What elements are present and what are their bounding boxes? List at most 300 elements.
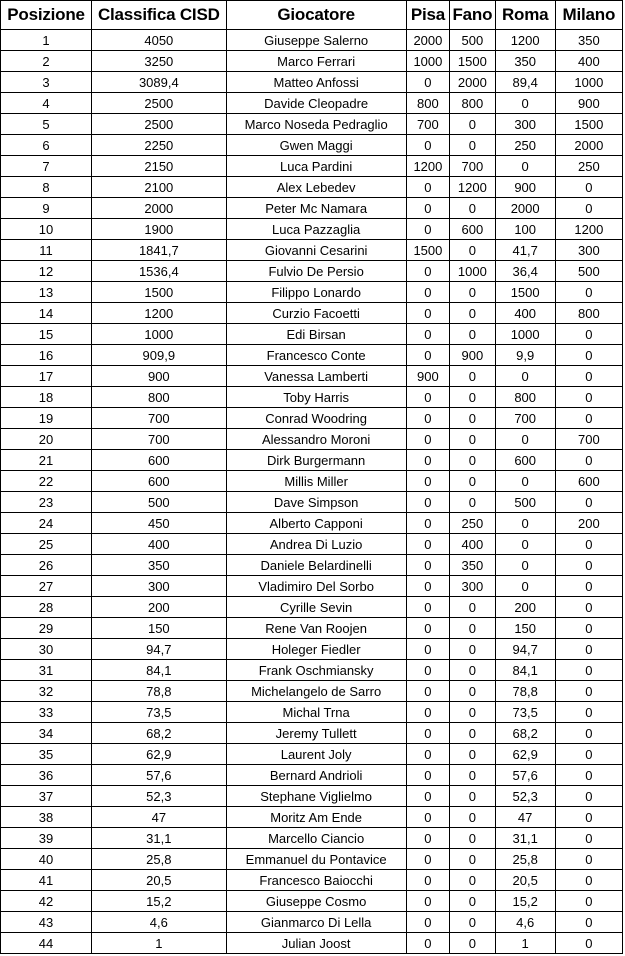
cell-posizione: 16 [1,345,92,366]
cell-giocatore: Rene Van Roojen [226,618,406,639]
cell-roma: 350 [495,51,555,72]
cell-roma: 0 [495,156,555,177]
cell-milano: 0 [555,198,622,219]
cell-roma: 100 [495,219,555,240]
cell-posizione: 4 [1,93,92,114]
cell-milano: 0 [555,387,622,408]
cell-posizione: 12 [1,261,92,282]
cell-fano: 700 [450,156,496,177]
cell-posizione: 11 [1,240,92,261]
cell-pisa: 0 [406,807,449,828]
header-roma: Roma [495,1,555,30]
cell-giocatore: Moritz Am Ende [226,807,406,828]
cell-posizione: 32 [1,681,92,702]
cell-milano: 0 [555,345,622,366]
cell-posizione: 10 [1,219,92,240]
cell-pisa: 0 [406,492,449,513]
table-row [1,618,623,639]
cell-classifica-cisd: 400 [92,534,227,555]
cell-milano: 0 [555,534,622,555]
cell-giocatore: Alberto Capponi [226,513,406,534]
table-row [1,93,623,114]
cell-pisa: 0 [406,870,449,891]
cell-milano: 0 [555,933,622,954]
table-row [1,366,623,387]
cell-giocatore: Michelangelo de Sarro [226,681,406,702]
cell-roma: 47 [495,807,555,828]
cell-classifica-cisd: 2500 [92,93,227,114]
cell-classifica-cisd: 2250 [92,135,227,156]
header-classifica-cisd: Classifica CISD [92,1,227,30]
cell-pisa: 0 [406,408,449,429]
cell-pisa: 1000 [406,51,449,72]
cell-roma: 36,4 [495,261,555,282]
header-row [1,1,623,30]
cell-giocatore: Stephane Viglielmo [226,786,406,807]
header-posizione: Posizione [1,1,92,30]
cell-posizione: 23 [1,492,92,513]
cell-classifica-cisd: 20,5 [92,870,227,891]
cell-giocatore: Jeremy Tullett [226,723,406,744]
cell-pisa: 1500 [406,240,449,261]
cell-giocatore: Bernard Andrioli [226,765,406,786]
cell-milano: 2000 [555,135,622,156]
table-row [1,303,623,324]
cell-roma: 41,7 [495,240,555,261]
cell-roma: 0 [495,366,555,387]
cell-posizione: 29 [1,618,92,639]
cell-fano: 800 [450,93,496,114]
cell-classifica-cisd: 47 [92,807,227,828]
cell-pisa: 0 [406,471,449,492]
cell-milano: 200 [555,513,622,534]
cell-giocatore: Daniele Belardinelli [226,555,406,576]
cell-giocatore: Conrad Woodring [226,408,406,429]
cell-fano: 0 [450,765,496,786]
cell-classifica-cisd: 300 [92,576,227,597]
cell-giocatore: Andrea Di Luzio [226,534,406,555]
cell-giocatore: Giovanni Cesarini [226,240,406,261]
cell-fano: 0 [450,807,496,828]
cell-giocatore: Millis Miller [226,471,406,492]
table-row [1,765,623,786]
cell-fano: 0 [450,429,496,450]
cell-fano: 500 [450,30,496,51]
cell-posizione: 26 [1,555,92,576]
table-row [1,135,623,156]
cell-giocatore: Toby Harris [226,387,406,408]
cell-posizione: 22 [1,471,92,492]
cell-classifica-cisd: 1000 [92,324,227,345]
cell-fano: 0 [450,828,496,849]
cell-pisa: 0 [406,219,449,240]
cell-milano: 0 [555,681,622,702]
cell-classifica-cisd: 500 [92,492,227,513]
cell-fano: 0 [450,849,496,870]
cell-pisa: 0 [406,912,449,933]
header-fano: Fano [450,1,496,30]
cell-milano: 0 [555,408,622,429]
cell-fano: 0 [450,786,496,807]
cell-posizione: 27 [1,576,92,597]
cell-milano: 0 [555,723,622,744]
cell-fano: 0 [450,618,496,639]
cell-classifica-cisd: 2000 [92,198,227,219]
cell-posizione: 5 [1,114,92,135]
cell-milano: 900 [555,93,622,114]
cell-milano: 0 [555,639,622,660]
cell-pisa: 0 [406,324,449,345]
table-row [1,471,623,492]
cell-roma: 0 [495,534,555,555]
table-row [1,597,623,618]
cell-fano: 0 [450,471,496,492]
cell-fano: 0 [450,408,496,429]
cell-pisa: 0 [406,429,449,450]
cell-fano: 0 [450,366,496,387]
cell-fano: 0 [450,114,496,135]
cell-roma: 400 [495,303,555,324]
cell-classifica-cisd: 4050 [92,30,227,51]
cell-fano: 0 [450,198,496,219]
cell-milano: 300 [555,240,622,261]
table-row [1,681,623,702]
cell-milano: 700 [555,429,622,450]
cell-giocatore: Edi Birsan [226,324,406,345]
cell-pisa: 0 [406,135,449,156]
table-row [1,660,623,681]
cell-posizione: 39 [1,828,92,849]
cell-posizione: 43 [1,912,92,933]
table-row [1,408,623,429]
cell-milano: 0 [555,618,622,639]
cell-posizione: 3 [1,72,92,93]
cell-roma: 89,4 [495,72,555,93]
cell-classifica-cisd: 1200 [92,303,227,324]
cell-classifica-cisd: 57,6 [92,765,227,786]
cell-milano: 0 [555,450,622,471]
table-row [1,933,623,954]
cell-fano: 350 [450,555,496,576]
cell-fano: 0 [450,135,496,156]
cell-milano: 350 [555,30,622,51]
cell-giocatore: Julian Joost [226,933,406,954]
cell-posizione: 20 [1,429,92,450]
cell-giocatore: Curzio Facoetti [226,303,406,324]
cell-classifica-cisd: 700 [92,429,227,450]
cell-roma: 2000 [495,198,555,219]
cell-roma: 900 [495,177,555,198]
cell-milano: 0 [555,324,622,345]
cell-milano: 0 [555,597,622,618]
cell-classifica-cisd: 4,6 [92,912,227,933]
cell-posizione: 15 [1,324,92,345]
cell-roma: 94,7 [495,639,555,660]
cell-milano: 250 [555,156,622,177]
cell-milano: 0 [555,786,622,807]
cell-pisa: 0 [406,282,449,303]
header-milano: Milano [555,1,622,30]
cell-fano: 0 [450,639,496,660]
cell-classifica-cisd: 62,9 [92,744,227,765]
cell-milano: 0 [555,660,622,681]
cell-roma: 1 [495,933,555,954]
cell-giocatore: Laurent Joly [226,744,406,765]
cell-giocatore: Peter Mc Namara [226,198,406,219]
cell-pisa: 900 [406,366,449,387]
cell-giocatore: Fulvio De Persio [226,261,406,282]
cell-giocatore: Frank Oschmiansky [226,660,406,681]
cell-roma: 0 [495,93,555,114]
cell-giocatore: Marco Noseda Pedraglio [226,114,406,135]
table-row [1,534,623,555]
cell-posizione: 8 [1,177,92,198]
header-pisa: Pisa [406,1,449,30]
cell-posizione: 42 [1,891,92,912]
cell-posizione: 41 [1,870,92,891]
table-body [1,30,623,954]
cell-roma: 68,2 [495,723,555,744]
table-row [1,723,623,744]
cell-roma: 700 [495,408,555,429]
cell-roma: 1500 [495,282,555,303]
table-row [1,324,623,345]
cell-classifica-cisd: 1500 [92,282,227,303]
cell-posizione: 7 [1,156,92,177]
cell-giocatore: Francesco Conte [226,345,406,366]
cell-posizione: 28 [1,597,92,618]
cell-pisa: 0 [406,681,449,702]
cell-pisa: 0 [406,618,449,639]
cell-giocatore: Michal Trna [226,702,406,723]
cell-classifica-cisd: 73,5 [92,702,227,723]
cell-posizione: 25 [1,534,92,555]
cell-posizione: 38 [1,807,92,828]
cell-pisa: 0 [406,828,449,849]
table-row [1,240,623,261]
cell-giocatore: Francesco Baiocchi [226,870,406,891]
cell-roma: 800 [495,387,555,408]
cell-roma: 15,2 [495,891,555,912]
table-row [1,702,623,723]
header-giocatore: Giocatore [226,1,406,30]
cell-fano: 0 [450,303,496,324]
cell-posizione: 33 [1,702,92,723]
cell-posizione: 37 [1,786,92,807]
cell-pisa: 0 [406,765,449,786]
cell-classifica-cisd: 1900 [92,219,227,240]
cell-fano: 0 [450,240,496,261]
cell-classifica-cisd: 600 [92,471,227,492]
cell-pisa: 0 [406,513,449,534]
cell-pisa: 0 [406,786,449,807]
cell-classifica-cisd: 3250 [92,51,227,72]
cell-fano: 900 [450,345,496,366]
table-row [1,114,623,135]
cell-milano: 0 [555,912,622,933]
cell-pisa: 0 [406,933,449,954]
cell-pisa: 0 [406,261,449,282]
cell-classifica-cisd: 1841,7 [92,240,227,261]
cell-pisa: 0 [406,576,449,597]
cell-pisa: 0 [406,639,449,660]
cell-milano: 0 [555,282,622,303]
table-row [1,387,623,408]
cell-milano: 0 [555,849,622,870]
cell-classifica-cisd: 1 [92,933,227,954]
table-row [1,807,623,828]
cell-giocatore: Emmanuel du Pontavice [226,849,406,870]
cell-milano: 0 [555,177,622,198]
cell-pisa: 0 [406,450,449,471]
cell-roma: 500 [495,492,555,513]
cell-giocatore: Gwen Maggi [226,135,406,156]
cell-fano: 0 [450,387,496,408]
table-row [1,429,623,450]
cell-classifica-cisd: 150 [92,618,227,639]
cell-pisa: 1200 [406,156,449,177]
table-row [1,345,623,366]
cell-roma: 300 [495,114,555,135]
cell-pisa: 0 [406,723,449,744]
cell-posizione: 14 [1,303,92,324]
cell-milano: 0 [555,828,622,849]
table-row [1,912,623,933]
table-row [1,30,623,51]
cell-pisa: 0 [406,744,449,765]
cell-giocatore: Marco Ferrari [226,51,406,72]
cell-classifica-cisd: 68,2 [92,723,227,744]
cell-posizione: 30 [1,639,92,660]
cell-milano: 0 [555,807,622,828]
cell-roma: 0 [495,513,555,534]
cell-pisa: 700 [406,114,449,135]
cell-fano: 1000 [450,261,496,282]
cell-roma: 0 [495,429,555,450]
cell-milano: 1000 [555,72,622,93]
cell-classifica-cisd: 25,8 [92,849,227,870]
cell-posizione: 21 [1,450,92,471]
cell-pisa: 2000 [406,30,449,51]
cell-posizione: 19 [1,408,92,429]
cell-pisa: 0 [406,702,449,723]
cell-classifica-cisd: 2100 [92,177,227,198]
cell-milano: 0 [555,492,622,513]
cell-milano: 0 [555,555,622,576]
cell-pisa: 0 [406,534,449,555]
cell-posizione: 9 [1,198,92,219]
cell-roma: 52,3 [495,786,555,807]
cell-pisa: 0 [406,387,449,408]
cell-fano: 0 [450,597,496,618]
cell-fano: 0 [450,450,496,471]
cell-posizione: 24 [1,513,92,534]
cell-classifica-cisd: 31,1 [92,828,227,849]
cell-giocatore: Davide Cleopadre [226,93,406,114]
cell-roma: 4,6 [495,912,555,933]
cell-giocatore: Marcello Ciancio [226,828,406,849]
cell-roma: 31,1 [495,828,555,849]
table-row [1,744,623,765]
cell-pisa: 0 [406,72,449,93]
cell-roma: 0 [495,555,555,576]
cell-milano: 400 [555,51,622,72]
cell-posizione: 1 [1,30,92,51]
cell-pisa: 0 [406,345,449,366]
cell-roma: 150 [495,618,555,639]
cell-fano: 0 [450,660,496,681]
cell-giocatore: Giuseppe Salerno [226,30,406,51]
cell-giocatore: Holeger Fiedler [226,639,406,660]
cell-classifica-cisd: 94,7 [92,639,227,660]
table-row [1,450,623,471]
table-row [1,870,623,891]
table-row [1,219,623,240]
cell-fano: 0 [450,681,496,702]
cell-pisa: 0 [406,597,449,618]
table-row [1,555,623,576]
cell-roma: 9,9 [495,345,555,366]
cell-giocatore: Giuseppe Cosmo [226,891,406,912]
cell-milano: 0 [555,366,622,387]
cell-milano: 0 [555,576,622,597]
table-row [1,282,623,303]
table-row [1,828,623,849]
cell-pisa: 0 [406,555,449,576]
cell-giocatore: Matteo Anfossi [226,72,406,93]
cell-posizione: 13 [1,282,92,303]
cell-milano: 0 [555,870,622,891]
table-row [1,786,623,807]
cell-milano: 0 [555,744,622,765]
cell-posizione: 17 [1,366,92,387]
cell-giocatore: Luca Pazzaglia [226,219,406,240]
cell-fano: 0 [450,870,496,891]
cell-classifica-cisd: 800 [92,387,227,408]
table-row [1,639,623,660]
cell-milano: 500 [555,261,622,282]
cell-classifica-cisd: 52,3 [92,786,227,807]
cell-posizione: 2 [1,51,92,72]
cell-classifica-cisd: 78,8 [92,681,227,702]
cell-fano: 1500 [450,51,496,72]
cell-milano: 1200 [555,219,622,240]
cell-fano: 300 [450,576,496,597]
table-row [1,849,623,870]
cell-giocatore: Vladimiro Del Sorbo [226,576,406,597]
cell-pisa: 0 [406,198,449,219]
cell-roma: 600 [495,450,555,471]
cell-milano: 1500 [555,114,622,135]
cell-classifica-cisd: 3089,4 [92,72,227,93]
cell-fano: 0 [450,744,496,765]
cell-roma: 200 [495,597,555,618]
cell-roma: 250 [495,135,555,156]
cell-milano: 600 [555,471,622,492]
cell-pisa: 0 [406,177,449,198]
cell-roma: 0 [495,471,555,492]
cell-giocatore: Vanessa Lamberti [226,366,406,387]
cell-classifica-cisd: 350 [92,555,227,576]
cell-pisa: 0 [406,303,449,324]
cell-giocatore: Cyrille Sevin [226,597,406,618]
cell-giocatore: Gianmarco Di Lella [226,912,406,933]
cell-classifica-cisd: 450 [92,513,227,534]
table-row [1,51,623,72]
cell-roma: 73,5 [495,702,555,723]
cell-posizione: 44 [1,933,92,954]
table-row [1,513,623,534]
